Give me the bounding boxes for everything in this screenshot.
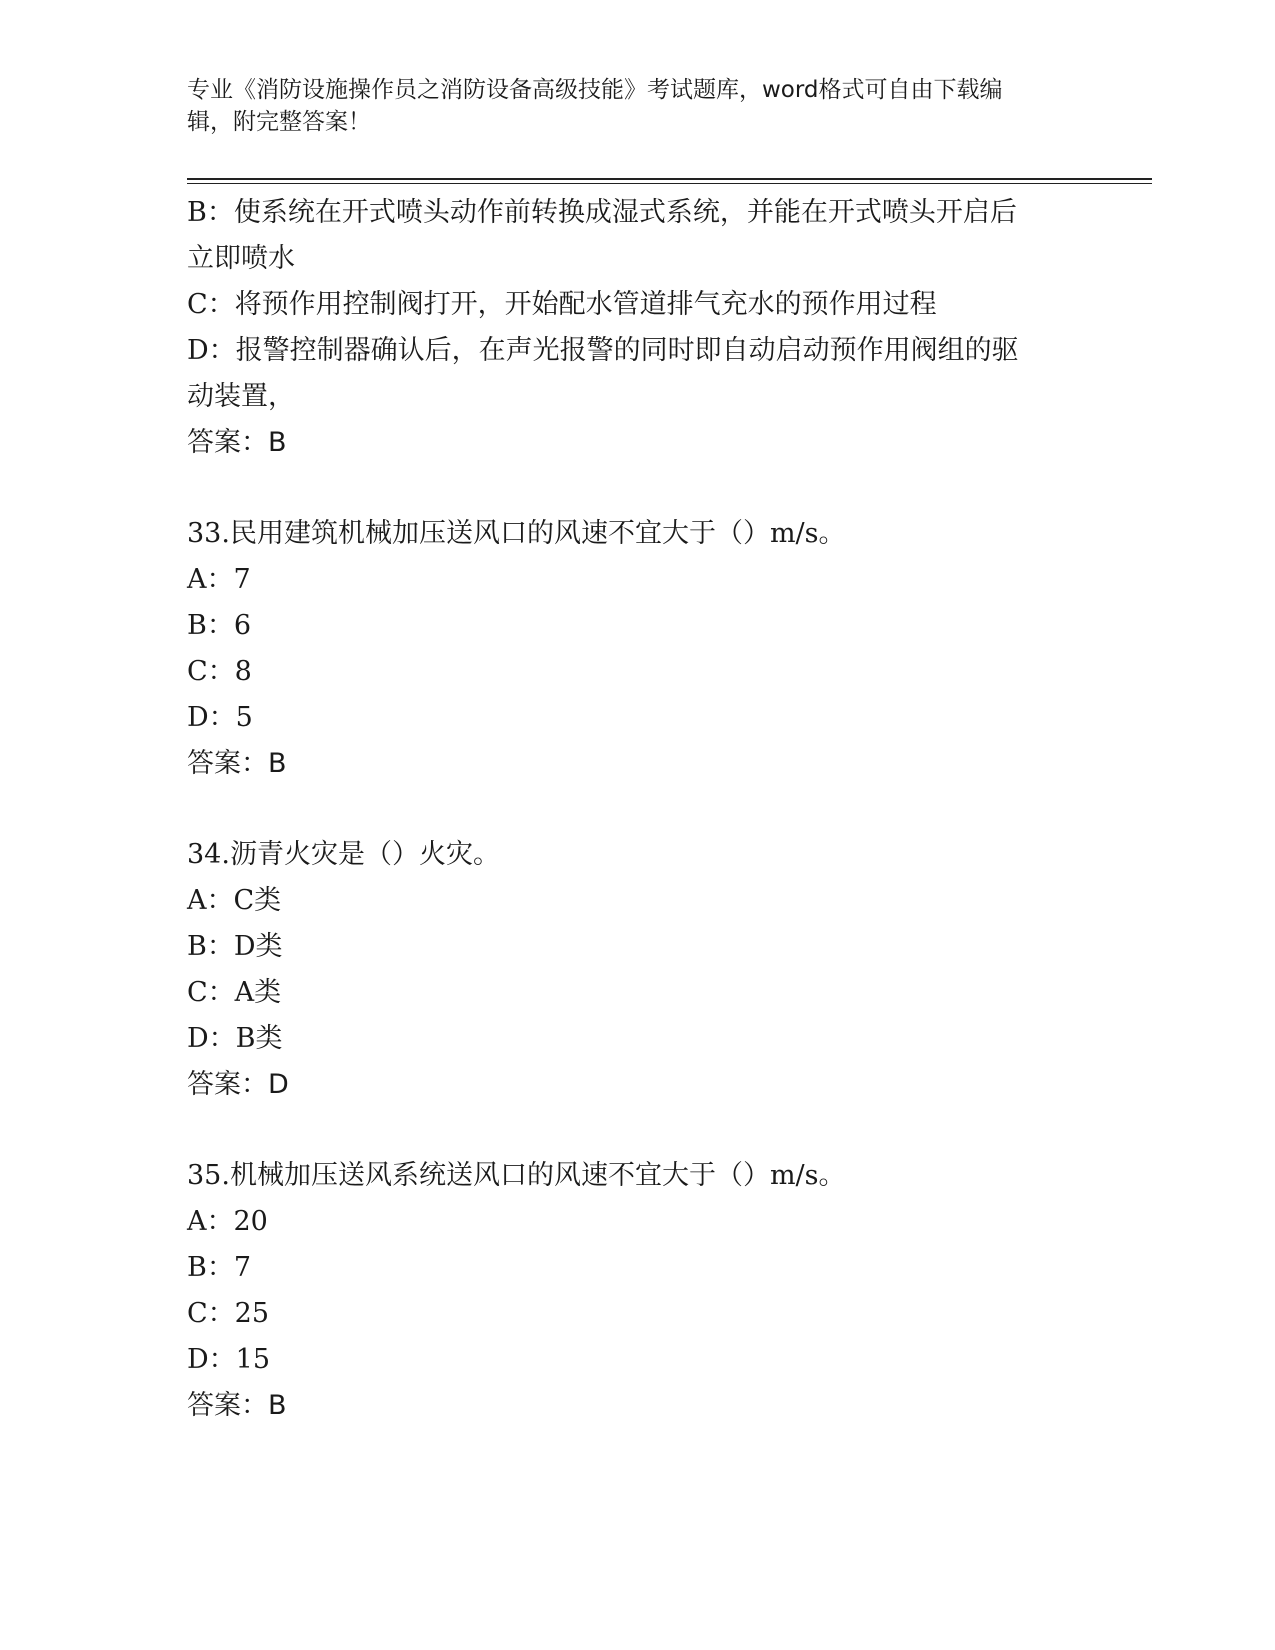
header-divider-thin xyxy=(187,183,1152,184)
answer-line: 答案：D xyxy=(187,1069,289,1100)
option-b: B：7 xyxy=(187,1252,252,1283)
option-a: A：20 xyxy=(187,1206,268,1237)
option-b: B：6 xyxy=(187,610,252,641)
header-line-1: 专业《消防设施操作员之消防设备高级技能》考试题库，word格式可自由下载编 xyxy=(187,77,1003,103)
option-line: 动装置， xyxy=(187,381,295,412)
answer-line: 答案：B xyxy=(187,1390,287,1421)
option-d: D：B类 xyxy=(187,1023,283,1054)
question-stem: 34.沥青火灾是（）火灾。 xyxy=(187,839,500,870)
option-b: B：D类 xyxy=(187,931,283,962)
option-c: C：25 xyxy=(187,1298,270,1329)
header-divider-thick xyxy=(187,178,1152,180)
document-header xyxy=(187,74,1087,138)
question-32-continued xyxy=(187,190,1087,466)
option-a: A：7 xyxy=(187,564,251,595)
answer-line: 答案：B xyxy=(187,748,287,779)
option-line: B：使系统在开式喷头动作前转换成湿式系统，并能在开式喷头开启后 xyxy=(187,197,1017,228)
option-d: D：5 xyxy=(187,702,253,733)
question-34 xyxy=(187,832,1087,1108)
document-body xyxy=(187,190,1087,1429)
option-a: A：C类 xyxy=(187,885,282,916)
option-d: D：15 xyxy=(187,1344,271,1375)
option-line: D：报警控制器确认后，在声光报警的同时即自动启动预作用阀组的驱 xyxy=(187,335,1019,366)
option-line: 立即喷水 xyxy=(187,243,295,274)
answer-line: 答案：B xyxy=(187,427,287,458)
question-stem: 33.民用建筑机械加压送风口的风速不宜大于（）m/s。 xyxy=(187,518,846,549)
header-line-2: 辑，附完整答案！ xyxy=(187,109,371,135)
option-c: C：8 xyxy=(187,656,252,687)
question-33 xyxy=(187,511,1087,787)
question-35 xyxy=(187,1153,1087,1429)
question-stem: 35.机械加压送风系统送风口的风速不宜大于（）m/s。 xyxy=(187,1160,846,1191)
option-line: C：将预作用控制阀打开，开始配水管道排气充水的预作用过程 xyxy=(187,289,937,320)
option-c: C：A类 xyxy=(187,977,282,1008)
